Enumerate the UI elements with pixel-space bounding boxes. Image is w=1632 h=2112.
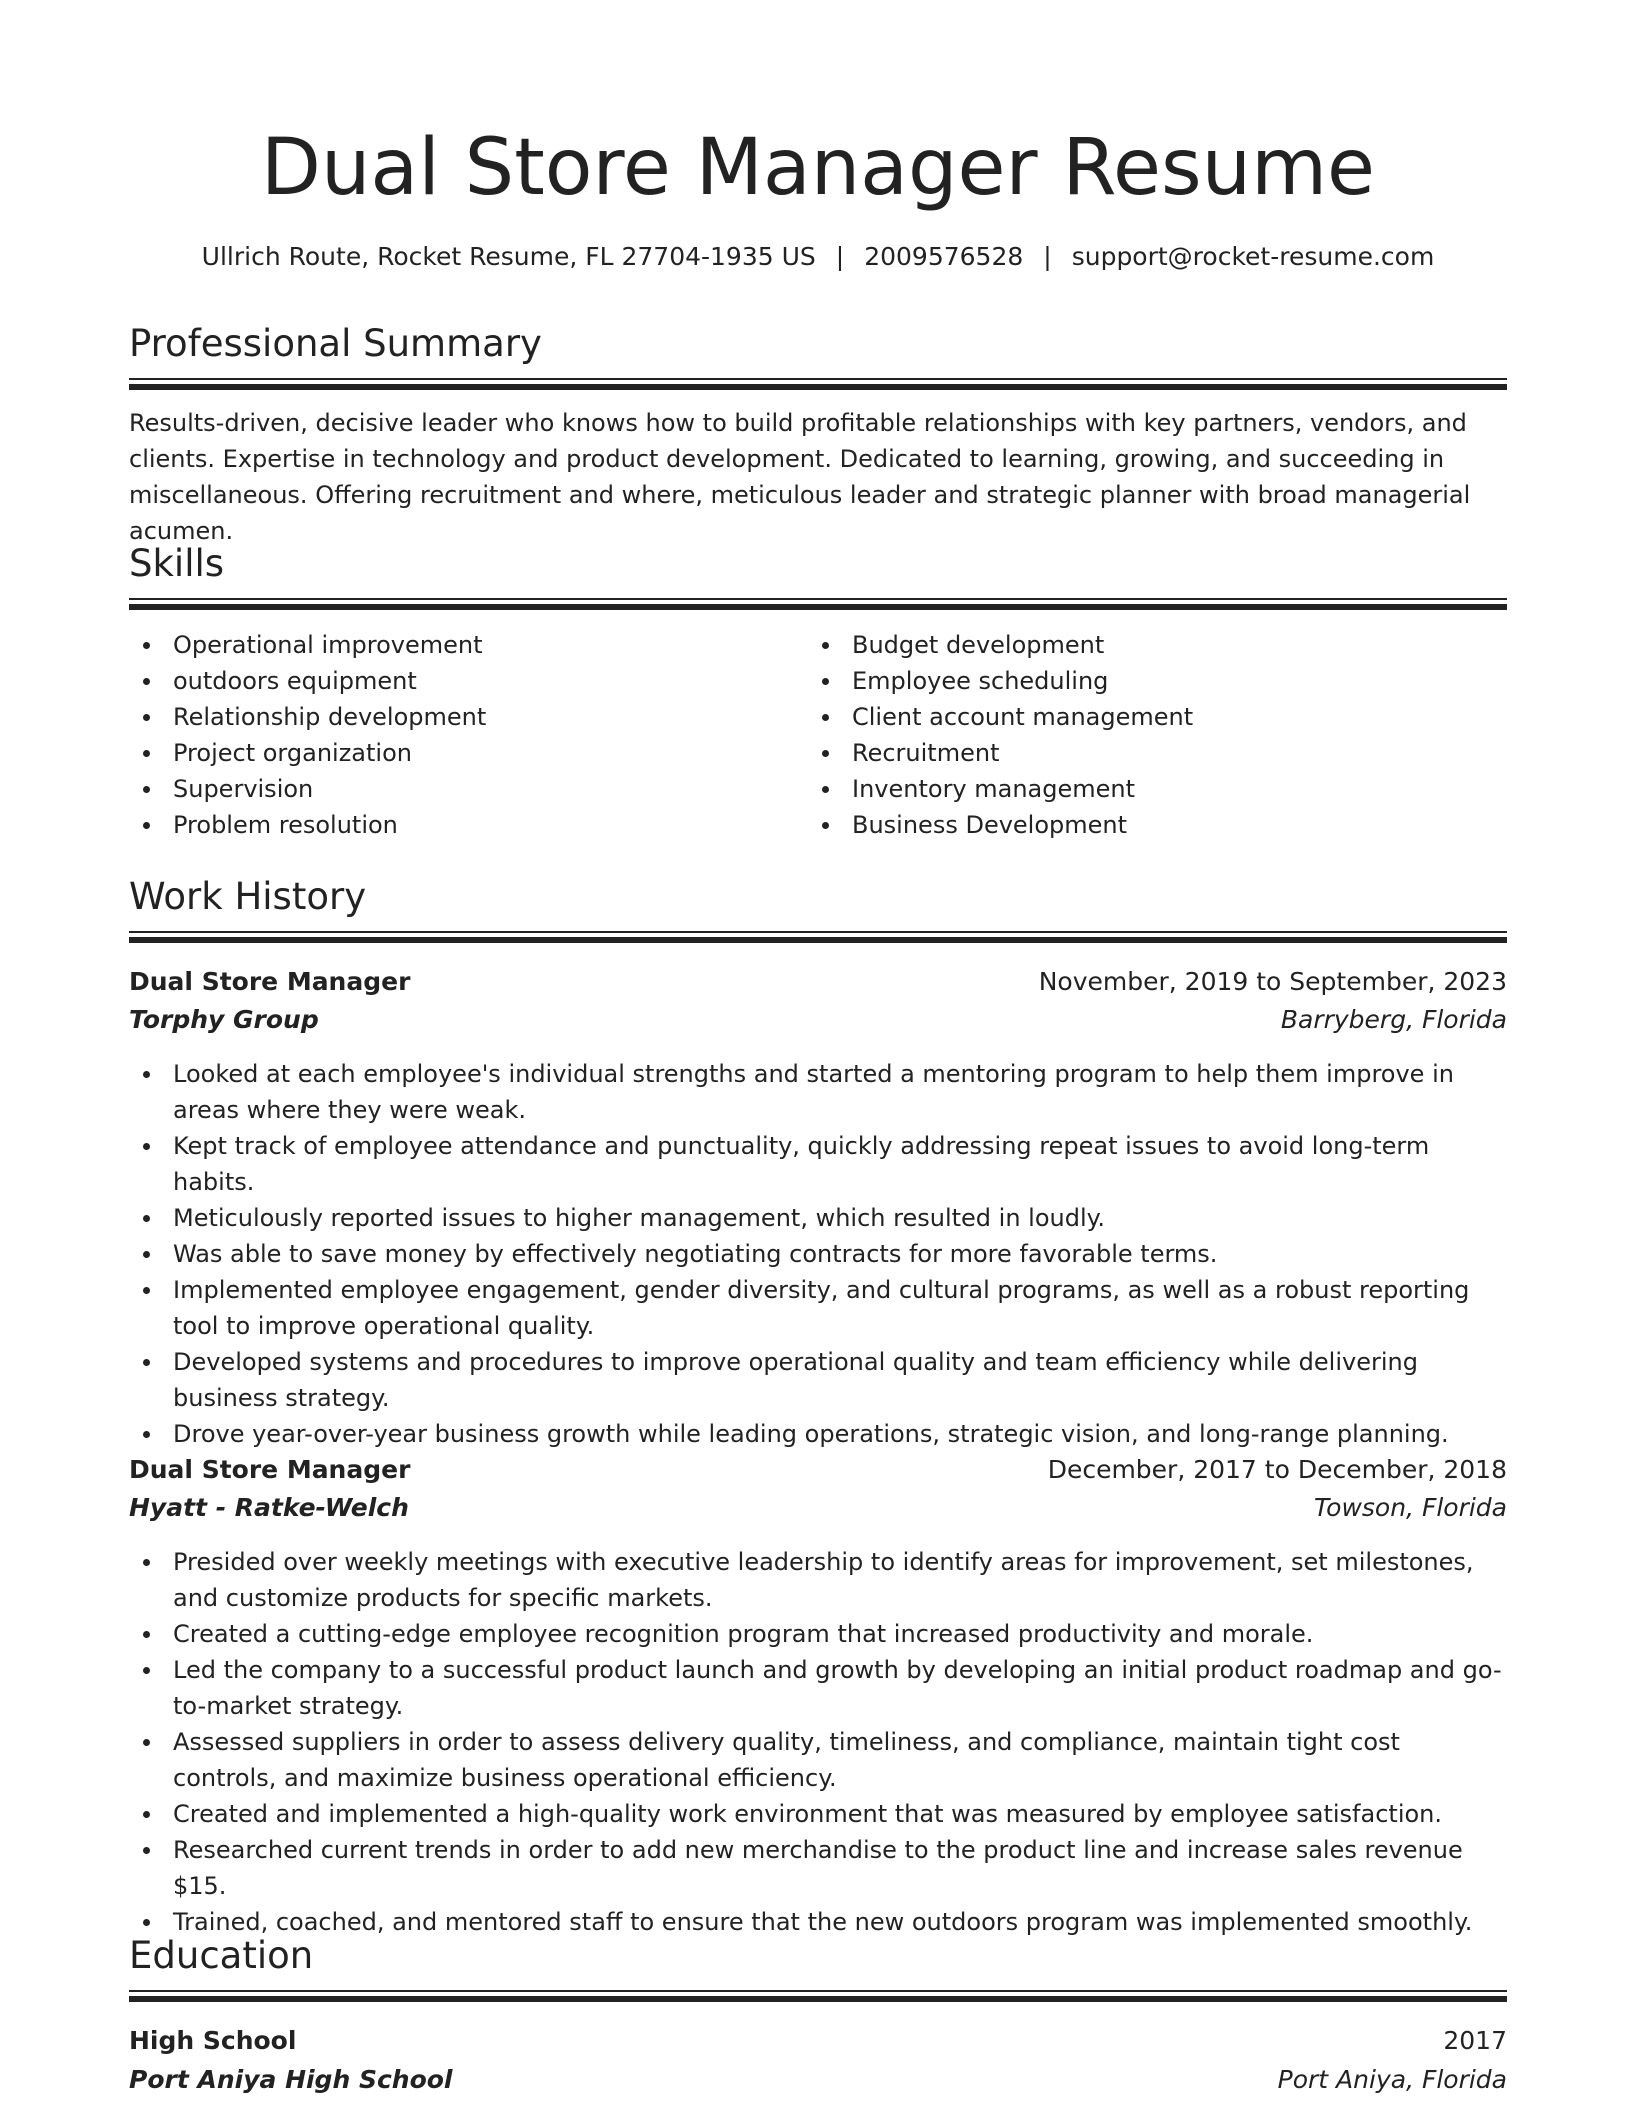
job-duty: Assessed suppliers in order to assess delivery quality, timeliness, and compliance, maintain tight cost controls, and maximize business operational efficiency. xyxy=(129,1724,1507,1796)
job-location: Towson, Florida xyxy=(1313,1493,1507,1522)
skill-item: Inventory management xyxy=(808,771,1458,807)
job-location: Barryberg, Florida xyxy=(1280,1005,1507,1034)
job-header xyxy=(129,963,1507,1001)
skill-item: Supervision xyxy=(129,771,779,807)
contact-email[interactable]: support@rocket-resume.com xyxy=(1071,242,1435,271)
contact-phone: 2009576528 xyxy=(864,242,1024,271)
education-subheader xyxy=(129,2061,1507,2099)
job-company: Torphy Group xyxy=(129,1005,319,1034)
contact-line xyxy=(129,238,1507,276)
job-duty: Developed systems and procedures to improve operational quality and team efficiency while delivering business strategy. xyxy=(129,1344,1507,1416)
summary-heading xyxy=(129,320,1507,368)
skills-list-left xyxy=(129,627,779,843)
contact-separator: | xyxy=(835,242,845,271)
job-header xyxy=(129,1451,1507,1489)
job-duties-list xyxy=(129,1544,1507,1940)
job-duty: Researched current trends in order to add new merchandise to the product line and increase sales revenue $15. xyxy=(129,1832,1507,1904)
skill-item: Business Development xyxy=(808,807,1458,843)
job-duty: Drove year-over-year business growth while leading operations, strategic vision, and long-range planning. xyxy=(129,1416,1507,1452)
education-location: Port Aniya, Florida xyxy=(1277,2065,1507,2094)
section-divider xyxy=(129,598,1507,600)
skill-item: Project organization xyxy=(129,735,779,771)
contact-separator: | xyxy=(1043,242,1052,271)
skills-heading xyxy=(129,540,1507,588)
section-divider xyxy=(129,931,1507,933)
section-title: Skills xyxy=(129,542,225,585)
job-title: Dual Store Manager xyxy=(129,967,411,996)
section-title: Work History xyxy=(129,875,367,918)
skills-list-right xyxy=(808,627,1458,843)
skill-item: Client account management xyxy=(808,699,1458,735)
skill-item: Relationship development xyxy=(129,699,779,735)
skill-item: Recruitment xyxy=(808,735,1458,771)
job-subheader xyxy=(129,1001,1507,1039)
job-duty: Meticulously reported issues to higher management, which resulted in loudly. xyxy=(129,1200,1507,1236)
summary-text: Results-driven, decisive leader who knows how to build profitable relationships with key partners, vendors, and clients. Expertise in technology and product development. Dedicated to learning, growing, and succeeding in miscellaneous. Offering recruitment and where, meticulous leader and strategic planner with broad managerial acumen. xyxy=(129,409,1471,545)
resume-title: Dual Store Manager Resume xyxy=(260,123,1376,213)
job-duty: Implemented employee engagement, gender diversity, and cultural programs, as well as a robust reporting tool to improve operational quality. xyxy=(129,1272,1507,1344)
job-duty: Looked at each employee's individual strengths and started a mentoring program to help them improve in areas where they were weak. xyxy=(129,1056,1507,1128)
education-degree: High School xyxy=(129,2026,297,2055)
job-company: Hyatt - Ratke-Welch xyxy=(129,1493,409,1522)
skill-item: outdoors equipment xyxy=(129,663,779,699)
section-divider xyxy=(129,604,1507,610)
job-duty: Trained, coached, and mentored staff to ensure that the new outdoors program was implemented smoothly. xyxy=(129,1904,1507,1940)
job-duty: Presided over weekly meetings with executive leadership to identify areas for improvement, set milestones, and customize products for specific markets. xyxy=(129,1544,1507,1616)
job-subheader xyxy=(129,1489,1507,1527)
section-title: Education xyxy=(129,1934,314,1977)
education-heading xyxy=(129,1932,1507,1980)
section-divider xyxy=(129,378,1507,380)
section-divider xyxy=(129,937,1507,943)
skill-item: Employee scheduling xyxy=(808,663,1458,699)
section-divider xyxy=(129,1996,1507,2002)
skill-item: Budget development xyxy=(808,627,1458,663)
job-duty: Was able to save money by effectively negotiating contracts for more favorable terms. xyxy=(129,1236,1507,1272)
education-header xyxy=(129,2022,1507,2060)
job-dates: November, 2019 to September, 2023 xyxy=(1038,967,1507,996)
skill-item: Operational improvement xyxy=(129,627,779,663)
skill-item: Problem resolution xyxy=(129,807,779,843)
contact-address: Ullrich Route, Rocket Resume, FL 27704-1935 US xyxy=(201,242,816,271)
job-title: Dual Store Manager xyxy=(129,1455,411,1484)
work-history-heading xyxy=(129,873,1507,921)
section-title: Professional Summary xyxy=(129,322,542,365)
job-duty: Created and implemented a high-quality work environment that was measured by employee satisfaction. xyxy=(129,1796,1507,1832)
section-divider xyxy=(129,1990,1507,1992)
education-year: 2017 xyxy=(1443,2026,1507,2055)
job-duty: Created a cutting-edge employee recognition program that increased productivity and morale. xyxy=(129,1616,1507,1652)
section-divider xyxy=(129,384,1507,390)
job-dates: December, 2017 to December, 2018 xyxy=(1047,1455,1507,1484)
job-duties-list xyxy=(129,1056,1507,1452)
job-duty: Kept track of employee attendance and punctuality, quickly addressing repeat issues to avoid long-term habits. xyxy=(129,1128,1507,1200)
education-school: Port Aniya High School xyxy=(129,2065,453,2094)
job-duty: Led the company to a successful product launch and growth by developing an initial product roadmap and go-to-market strategy. xyxy=(129,1652,1507,1724)
